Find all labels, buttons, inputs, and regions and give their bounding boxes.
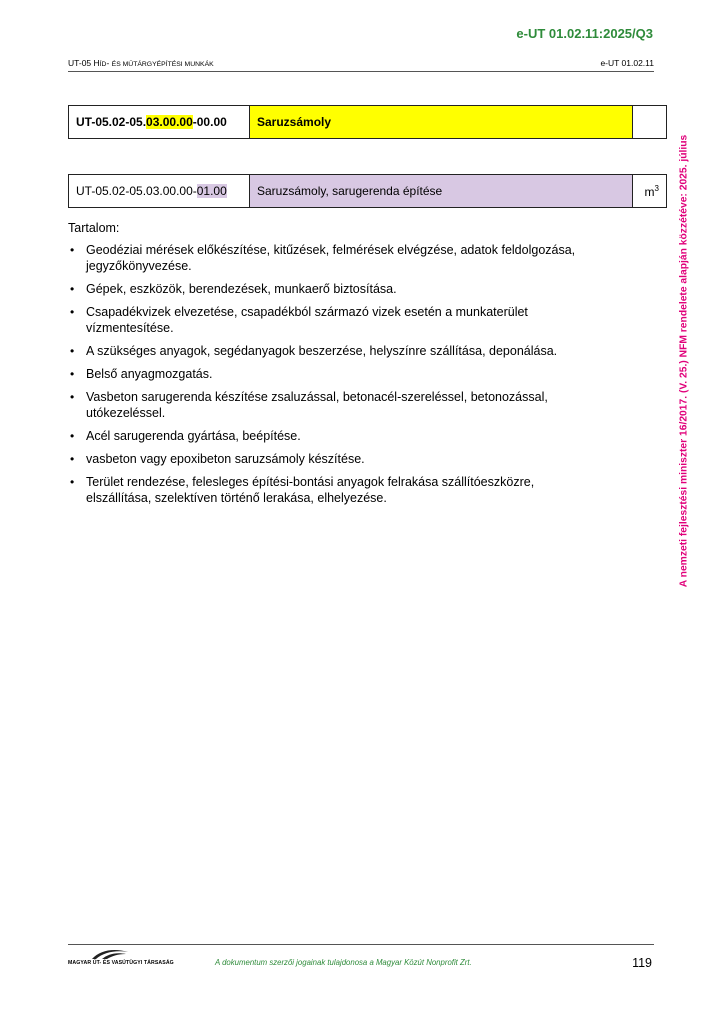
- list-item: • Csapadékvizek elvezetése, csapadékból származó vizek esetén a munkaterület vízmentesítése.: [70, 305, 528, 335]
- item-code: UT-05.02-05.03.00.00-01.00: [69, 175, 250, 208]
- bullet-icon: •: [70, 475, 75, 489]
- list-item: • Acél sarugerenda gyártása, beépítése.: [70, 429, 301, 443]
- list-item: • Geodéziai mérések előkészítése, kitűzések, felmérések elvégzése, adatok feldolgozása, jegyzőkönyvezése.: [70, 243, 576, 273]
- item-code: UT-05.02-05.03.00.00-00.00: [69, 106, 250, 139]
- society-logo: [68, 948, 174, 970]
- road-logo-icon: [90, 948, 130, 960]
- item-unit: [633, 106, 667, 139]
- list-item: • Vasbeton sarugerenda készítése zsaluzással, betonacél-szereléssel, betonozással, utókezeléssel.: [70, 390, 548, 420]
- bullet-icon: •: [70, 452, 75, 466]
- document-code: e-UT 01.02.11:2025/Q3: [516, 26, 653, 41]
- footer-divider: [68, 944, 654, 945]
- bullet-icon: •: [70, 429, 75, 443]
- item-name: Saruzsámoly, sarugerenda építése: [250, 175, 633, 208]
- list-item: • Belső anyagmozgatás.: [70, 367, 213, 381]
- content-list: [68, 242, 598, 513]
- list-item: • Terület rendezése, felesleges építési-bontási anyagok felrakása szállítóeszközre, elszállítása, szelektíven történő lerakása, elhelyezése.: [70, 475, 535, 505]
- bullet-icon: •: [70, 305, 75, 319]
- running-header: [68, 58, 654, 72]
- section-title: UT-05 HÍD- ÉS MŰTÁRGYÉPÍTÉSI MUNKÁK: [68, 58, 214, 68]
- list-item: • vasbeton vagy epoxibeton saruzsámoly készítése.: [70, 452, 365, 466]
- page-number: 119: [632, 956, 652, 970]
- bullet-icon: •: [70, 282, 75, 296]
- content-title: Tartalom:: [68, 221, 120, 235]
- list-item: • Gépek, eszközök, berendezések, munkaerő biztosítása.: [70, 282, 397, 296]
- table-row: [69, 175, 667, 208]
- table-row: [69, 106, 667, 139]
- list-item: • A szükséges anyagok, segédanyagok beszerzése, helyszínre szállítása, deponálása.: [70, 344, 558, 358]
- bullet-icon: •: [70, 243, 75, 257]
- logo-text: MAGYAR ÚT- ÉS VASÚTÜGYI TÁRSASÁG: [68, 960, 174, 966]
- side-publication-note: A nemzeti fejlesztési miniszter 16/2017. (V. 25.) NFM rendelete alapján közzétéve: 2025. július: [678, 134, 690, 588]
- bullet-icon: •: [70, 390, 75, 404]
- item-name: Saruzsámoly: [250, 106, 633, 139]
- item-sub-table: [68, 174, 667, 208]
- bullet-icon: •: [70, 344, 75, 358]
- copyright-notice: A dokumentum szerzői jogainak tulajdonosa a Magyar Közút Nonprofit Zrt.: [215, 958, 472, 967]
- bullet-icon: •: [70, 367, 75, 381]
- item-unit: $m^3$: [633, 175, 667, 208]
- item-main-table: [68, 105, 667, 139]
- header-right-code: e-UT 01.02.11: [600, 58, 654, 68]
